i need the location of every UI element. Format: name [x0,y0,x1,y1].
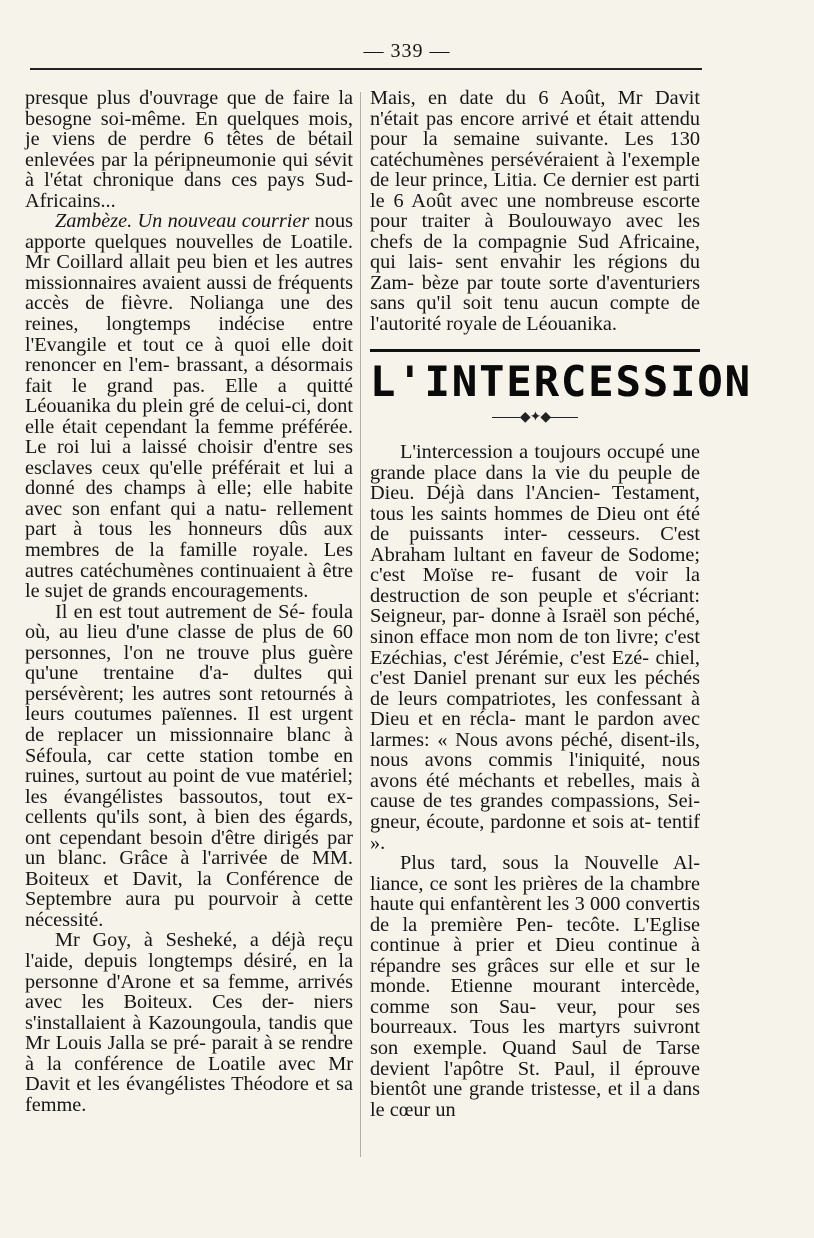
left-paragraph-1: presque plus d'ouvrage que de faire la besogne soi-même. En quelques mois, je viens de perdre 6 têtes de bétail enlevées par la péripneumonie qui sévit à l'état chronique dans ces pays Sud-Africains... [25,87,354,212]
left-paragraph-goy: Mr Goy, à Sesheké, a déjà reçu l'aide, depuis longtemps désiré, en la personne d'Arone et sa femme, arrivés avec les Boiteux. Ces der- niers s'installaient à Kazoungoula, tandis que Mr Louis Jalla se pré- parait à se rendre à la conférence de Loatile avec Mr Davit et les évangélistes Théodore et sa femme. [25,929,354,1116]
section-title: L'INTERCESSION [370,356,753,406]
left-paragraph-sefoula: Il en est tout autrement de Sé- foula où, au lieu d'une classe de plus de 60 personnes, l'on ne trouve plus guère qu'une trentaine d'a- dultes qui persévèrent; les autres sont retournés à leurs coutumes païennes. Il est urgent de replacer un missionnaire blanc à Séfoula, car cette station tombe en ruines, surtout au point de vue matériel; les évangélistes bassoutos, tout ex- cellents qu'ils sont, à bien des égards, ont cependant besoin d'être dirigés par un blanc. Grâce à l'arrivée de MM. Boiteux et Davit, la Conférence de Septembre aura pu pourvoir à cette nécessité. [25,600,354,931]
section-title-block [370,349,753,429]
right-column [370,87,753,1121]
left-paragraph-zambeze: Zambèze. Un nouveau courrier nous apporte quelques nouvelles de Loatile. Mr Coillard allait peu bien et les autres missionnaires avaient aussi de fréquents accès de fièvre. Nolianga une des reines, longtemps indécise entre l'Evangile et tout ce à quoi elle doit renoncer en l'em- brassant, a désormais fait le grand pas. Elle a quitté Léouanika du plein gré de celui-ci, dont elle était cependant la femme préférée. Le roi lui a laissé choisir d'entre ses esclaves ceux qu'elle préférait et lui a donné des champs à elle; elle habite avec son enfant qui a natu- rellement part à tous les honneurs dûs aux membres de la famille royale. Les autres catéchumènes continuaient à être le sujet de grands encouragements. [25,210,354,603]
column-divider [360,92,361,1157]
right-paragraph-intercession: L'intercession a toujours occupé une grande place dans la vie du peuple de Dieu. Déjà dans l'Ancien- Testament, tous les saints hommes de Dieu ont été de puissants inter- cesseurs. C'est Abraham lultant en faveur de Sodome; c'est Moïse re- fusant de voir la destruction de son peuple et s'écriant: Seigneur, par- donne à Israël son péché, sinon efface mon nom de ton livre; c'est Ezéchias, c'est Jérémie, c'est Ezé- chiel, c'est Daniel prenant sur eux les péchés de leurs compatriotes, les confessant à Dieu et en récla- mant le pardon avec larmes: « Nous avons péché, disent-ils, nous avons commis l'iniquité, nous avons été méchants et rebelles, mais à cause de tes grandes compassions, Sei- gneur, écoute, pardonne et sois at- tentif ». [370,441,701,854]
right-paragraph-nouvelle-alliance: Plus tard, sous la Nouvelle Al- liance, ce sont les prières de la chambre haute qui enfantèrent les 3 000 convertis de la première Pen- tecôte. L'Eglise continue à prier et Dieu continue à répandre ses grâces sur elle et sur le monde. Etienne mourant intercède, comme son Sau- veur, pour ses bourreaux. Tous les martyrs suivront son exemple. Quand Saul de Tarse devient l'apôtre St. Paul, il éprouve bientôt une grande tristesse, et il a dans le cœur un [370,852,701,1121]
header-rule [30,68,702,70]
ornament-divider-icon: ◆✦◆ [370,408,700,429]
title-rule [370,349,700,352]
page-number: — 339 — [363,40,451,62]
right-paragraph-davit: Mais, en date du 6 Août, Mr Davit n'était pas encore arrivé et était attendu pour la semaine suivante. Les 130 catéchumènes persévéraient à l'exemple de leur prince, Litia. Ce dernier est parti le 6 Août avec une nombreuse escorte pour traiter à Boulouwayo avec les chefs de la compagnie Sud Africaine, qui lais- sent envahir les régions du Zam- bèze par toute sorte d'aventuriers sans qu'il soit tenu aucun compte de l'autorité royale de Léouanika. [370,87,701,336]
left-column [25,88,353,1115]
